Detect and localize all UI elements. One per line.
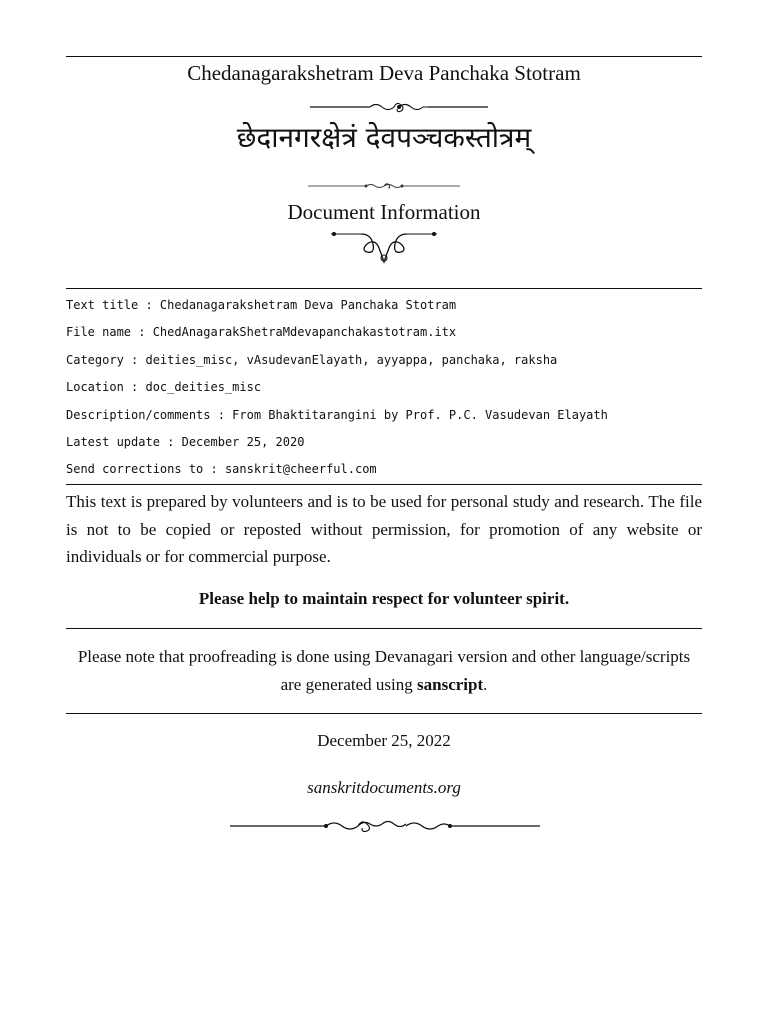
divider-rule-2 [66, 713, 702, 714]
top-rule [66, 56, 702, 57]
info-corrections: Send corrections to : sanskrit@cheerful.com [66, 462, 377, 476]
info-text-title: Text title : Chedanagarakshetram Deva Panchaka Stotram [66, 298, 457, 312]
info-location: Location : doc_deities_misc [66, 380, 262, 394]
proofreading-note [66, 643, 702, 698]
ornament-divider-icon [310, 100, 488, 114]
info-bottom-rule [66, 484, 702, 485]
proofreading-text: Please note that proofreading is done using Devanagari version and other language/scripts are generated using [77, 647, 691, 694]
sanscript-label: sanscript [417, 674, 484, 694]
bottom-ornament-icon [230, 818, 540, 834]
info-latest-update: Latest update : December 25, 2020 [66, 435, 305, 449]
info-description: Description/comments : From Bhaktitarangini by Prof. P.C. Vasudevan Elayath [66, 408, 608, 422]
flourish-ornament-icon [331, 228, 437, 266]
proofreading-period: . [483, 674, 488, 694]
info-file-name: File name : ChedAnagarakShetraMdevapanchakastotram.itx [66, 325, 457, 339]
ornament-divider-icon [308, 181, 460, 191]
usage-notice: This text is prepared by volunteers and is to be used for personal study and research. The file is not to be copied or reposted without permission, for promotion of any website or individuals or for commercial purpose. [66, 492, 702, 566]
divider-rule [66, 628, 702, 629]
respect-notice: Please help to maintain respect for volunteer spirit. [198, 589, 570, 608]
devanagari-title: छेदानगरक्षेत्रं देवपञ्चकस्तोत्रम् [236, 121, 532, 154]
section-title: Document Information [287, 200, 481, 224]
info-category: Category : deities_misc, vAsudevanElayath, ayyappa, panchaka, raksha [66, 353, 558, 367]
document-title: Chedanagarakshetram Deva Panchaka Stotram [187, 61, 581, 85]
document-date: December 25, 2022 [317, 731, 451, 750]
site-name[interactable]: sanskritdocuments.org [307, 778, 461, 797]
info-top-rule [66, 288, 702, 289]
